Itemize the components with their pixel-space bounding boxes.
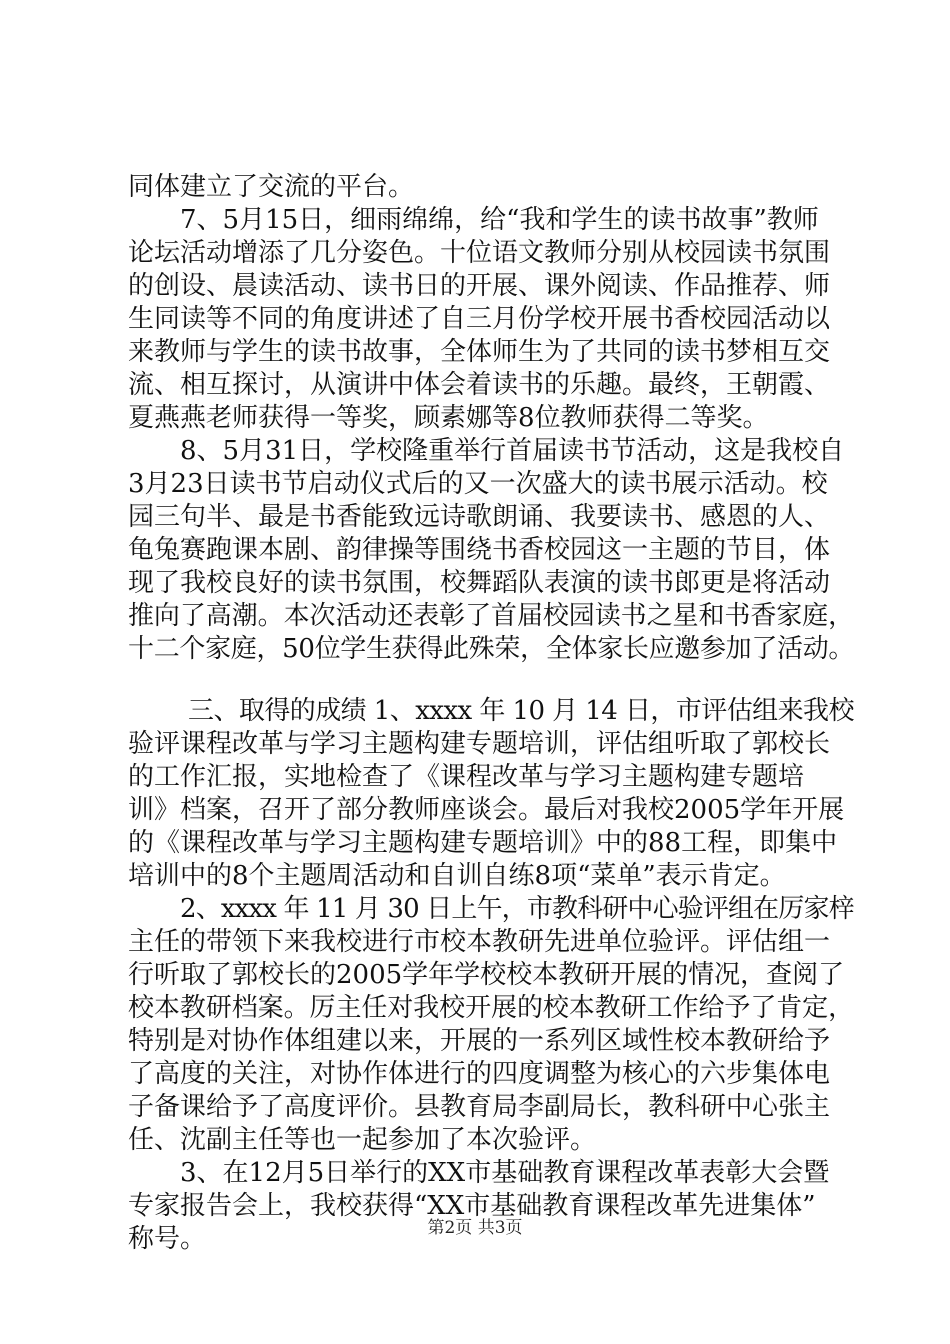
text-line: 3、在12月5日举行的XX市基础教育课程改革表彰大会暨 [180, 1158, 830, 1188]
text-line: 来教师与学生的读书故事，全体师生为了共同的读书梦相互交 [128, 337, 831, 367]
document-body [128, 171, 854, 1256]
text-line: 称号。 [128, 1224, 207, 1254]
text-line: 现了我校良好的读书氛围，校舞蹈队表演的读书郎更是将活动 [128, 568, 831, 598]
text-line: 校本教研档案。厉主任对我校开展的校本教研工作给予了肯定， [128, 993, 855, 1023]
text-line: 培训中的8个主题周活动和自训自练8项“菜单”表示肯定。 [128, 861, 786, 891]
text-line: 7、5月15日，细雨绵绵，给“我和学生的读书故事”教师 [180, 205, 819, 235]
text-line: 训》档案，召开了部分教师座谈会。最后对我校2005学年开展 [128, 795, 845, 825]
text-line: 了高度的关注，对协作体进行的四度调整为核心的六步集体电 [128, 1059, 831, 1089]
text-line: 主任的带领下来我校进行市校本教研先进单位验评。评估组一 [128, 927, 831, 957]
text-line: 特别是对协作体组建以来，开展的一系列区域性校本教研给予 [128, 1026, 831, 1056]
text-line: 论坛活动增添了几分姿色。十位语文教师分别从校园读书氛围 [128, 238, 831, 268]
text-line: 园三句半、最是书香能致远诗歌朗诵、我要读书、感恩的人、 [128, 502, 831, 532]
text-line: 专家报告会上，我校获得“XX市基础教育课程改革先进集体” [128, 1191, 816, 1221]
text-line: 的工作汇报，实地检查了《课程改革与学习主题构建专题培 [128, 762, 805, 792]
text-line: 2、xxxx 年 11 月 30 日上午，市教科研中心验评组在厉家梓 [180, 894, 854, 924]
text-line: 的创设、晨读活动、读书日的开展、课外阅读、作品推荐、师 [128, 271, 831, 301]
text-line: 十二个家庭，50位学生获得此殊荣，全体家长应邀参加了活动。 [128, 634, 855, 664]
text-line: 子备课给予了高度评价。县教育局李副局长，教科研中心张主 [128, 1092, 831, 1122]
text-line: 流、相互探讨，从演讲中体会着读书的乐趣。最终，王朝霞、 [128, 370, 831, 400]
text-line: 行听取了郭校长的2005学年学校校本教研开展的情况，查阅了 [128, 960, 845, 990]
text-line: 3月23日读书节启动仪式后的又一次盛大的读书展示活动。校 [128, 469, 828, 499]
text-line: 推向了高潮。本次活动还表彰了首届校园读书之星和书香家庭， [128, 601, 855, 631]
text-line: 同体建立了交流的平台。 [128, 172, 415, 202]
text-line: 的《课程改革与学习主题构建专题培训》中的88工程，即集中 [128, 828, 838, 858]
text-line: 8、5月31日，学校隆重举行首届读书节活动，这是我校自 [180, 436, 845, 466]
text-line: 任、沈副主任等也一起参加了本次验评。 [128, 1125, 597, 1155]
paragraph-gap [128, 666, 854, 695]
text-line: 三、取得的成绩 1、xxxx 年 10 月 14 日，市评估组来我校 [188, 696, 854, 726]
text-line: 生同读等不同的角度讲述了自三月份学校开展书香校园活动以 [128, 304, 831, 334]
text-line: 龟兔赛跑课本剧、韵律操等围绕书香校园这一主题的节目，体 [128, 535, 831, 565]
text-line: 夏燕燕老师获得一等奖，顾素娜等8位教师获得二等奖。 [128, 403, 769, 433]
page-footer: 第2页 共3页 [427, 1218, 523, 1238]
text-line: 验评课程改革与学习主题构建专题培训，评估组听取了郭校长 [128, 729, 831, 759]
